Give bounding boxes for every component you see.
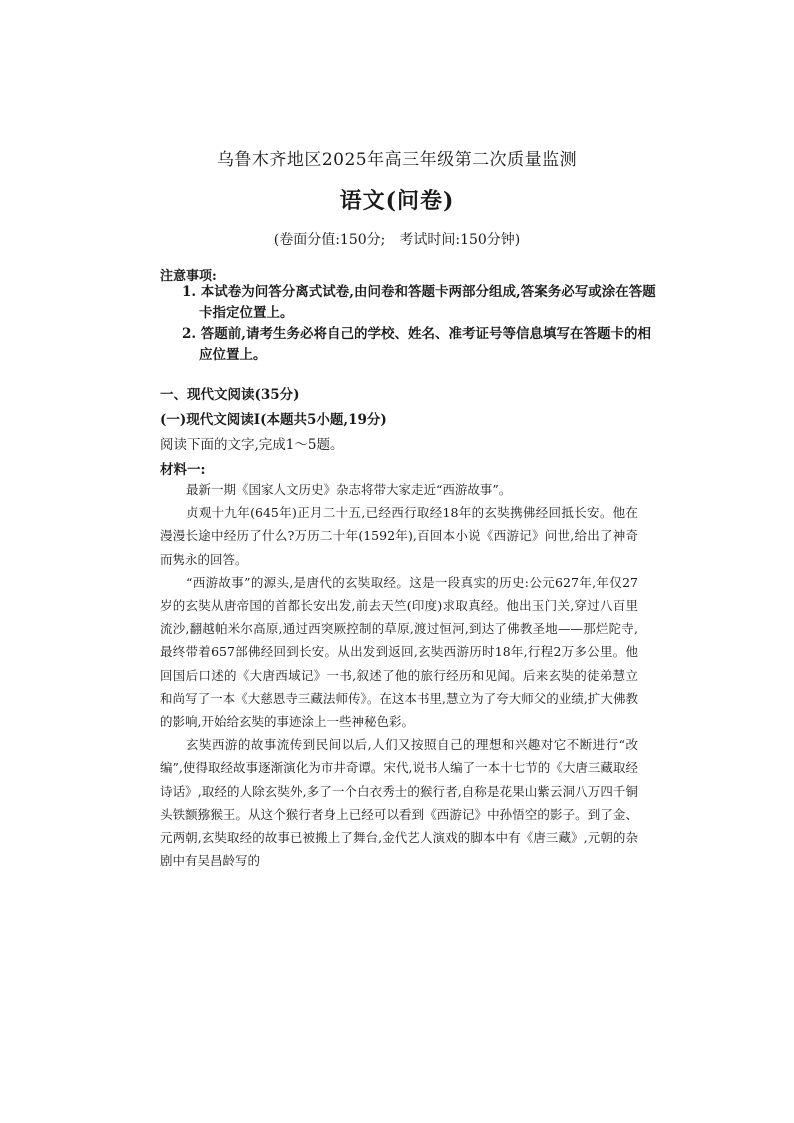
subsection-heading: (一)现代文阅读Ⅰ(本题共5小题,19分) <box>160 412 387 428</box>
passage <box>160 478 638 872</box>
passage-paragraph: “西游故事”的源头,是唐代的玄奘取经。这是一段真实的历史:公元627年,年仅27岁的玄奘从唐帝国的首都长安出发,前去天竺(印度)求取真经。他出玉门关,穿过八百里流沙,翻越帕米尔高原,通过西突厥控制的草原,渡过恒河,到达了佛教圣地——那烂陀寺,最终带着657部佛经回到长安。从出发到返回,玄奘西游历时18年,行程2万多公里。他回国后口述的《大唐西域记》一书,叙述了他的旅行经历和见闻。后来玄奘的徒弟慧立和尚写了一本《大慈恩寺三藏法师传》。在这本书里,慧立为了夸大师父的业绩,扩大佛教的影响,开始给玄奘的事迹涂上一些神秘色彩。 <box>160 574 638 730</box>
exam-meta: (卷面分值:150分; 考试时间:150分钟) <box>273 232 521 248</box>
exam-subject: 语文(问卷) <box>339 188 455 214</box>
exam-title: 乌鲁木齐地区2025年高三年级第二次质量监测 <box>216 150 578 170</box>
instruction-text: 阅读下面的文字,完成1～5题。 <box>160 437 344 453</box>
note-item: 2. 答题前,请考生务必将自己的学校、姓名、准考证号等信息填写在答题卡的相应位置上。 <box>182 326 651 363</box>
section-heading: 一、现代文阅读(35分) <box>160 387 300 403</box>
notes-heading: 注意事项: <box>160 269 217 284</box>
passage-paragraph: 最新一期《国家人文历史》杂志将带大家走近“西游故事”。 <box>186 482 512 497</box>
material-label: 材料一: <box>160 462 206 478</box>
note-item: 1. 本试卷为问答分离式试卷,由问卷和答题卡两部分组成,答案务必写或涂在答题卡指定位置上。 <box>182 284 656 321</box>
passage-paragraph: 玄奘西游的故事流传到民间以后,人们又按照自己的理想和兴趣对它不断进行“改编”,使得取经故事逐渐演化为市井奇谭。宋代,说书人编了一本十七节的《大唐三藏取经诗话》,取经的人除玄奘外,多了一个白衣秀士的猴行者,自称是花果山紫云洞八万四千铜头铁额猕猴王。从这个猴行者身上已经可以看到《西游记》中孙悟空的影子。到了金、元两朝,玄奘取经的故事已被搬上了舞台,金代艺人演戏的脚本中有《唐三藏》,元朝的杂剧中有吴昌龄写的 <box>160 737 638 869</box>
passage-paragraph: 贞观十九年(645年)正月二十五,已经西行取经18年的玄奘携佛经回抵长安。他在漫漫长途中经历了什么?万历二十年(1592年),百回本小说《西游记》问世,给出了神奇而隽永的回答。 <box>160 505 638 567</box>
